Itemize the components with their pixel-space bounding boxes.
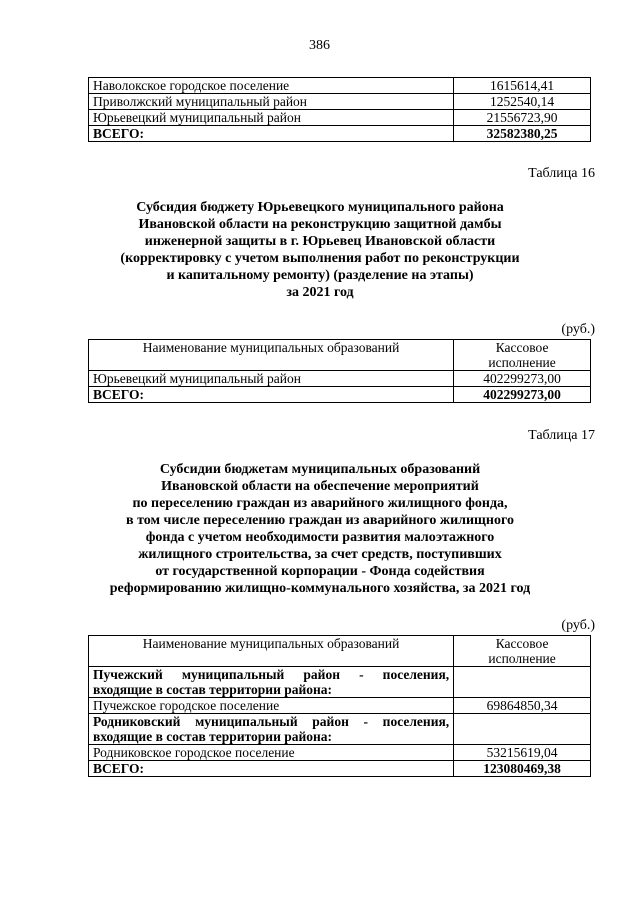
header-value [454,636,591,667]
group-name [89,667,454,698]
group-name [89,714,454,745]
row-name: Пучежское городское поселение [89,698,454,714]
group-line: входящие в состав территории района: [93,682,333,697]
title-line: фонда с учетом необходимости развития малоэтажного [145,530,495,545]
row-value: 402299273,00 [454,371,591,387]
header-name: Наименование муниципальных образований [89,636,454,667]
title-line: от государственной корпорации - Фонда содействия [155,564,485,579]
title-line: и капитальному ремонту) (разделение на этапы) [166,268,474,283]
row-name: Наволокское городское поселение [89,78,454,94]
group-value-empty [454,667,591,698]
row-value: 21556723,90 [454,110,591,126]
table-17-label: Таблица 17 [528,428,595,443]
total-row [89,126,591,142]
total-label: ВСЕГО: [89,126,454,142]
row-value: 1615614,41 [454,78,591,94]
table-16-label: Таблица 16 [528,166,595,181]
row-value: 69864850,34 [454,698,591,714]
title-line: Субсидия бюджету Юрьевецкого муниципального района [136,200,504,215]
title-line: жилищного строительства, за счет средств, поступивших [138,547,502,562]
header-value-line: Кассовое [495,636,549,651]
total-label: ВСЕГО: [89,387,454,403]
total-row [89,761,591,777]
total-row [89,387,591,403]
group-line: входящие в состав территории района: [93,729,333,744]
header-value-line: Кассовое [495,340,549,355]
table-row [89,698,591,714]
title-line: Ивановской области на реконструкцию защитной дамбы [138,217,502,232]
title-line: в том числе переселению граждан из аварийного жилищного [126,513,514,528]
table-row [89,110,591,126]
table-header [89,636,591,667]
title-line: (корректировку с учетом выполнения работ по реконструкции [120,251,520,266]
table-17 [88,635,591,777]
table-row [89,94,591,110]
table-17-title [60,461,580,597]
table-16-unit: (руб.) [561,322,595,337]
total-label: ВСЕГО: [89,761,454,777]
group-row [89,667,591,698]
total-value: 123080469,38 [454,761,591,777]
title-line: инженерной защиты в г. Юрьевец Ивановской области [144,234,496,249]
page-number: 386 [309,38,330,53]
header-name: Наименование муниципальных образований [89,340,454,371]
table-16 [88,339,591,403]
title-line: реформированию жилищно-коммунального хозяйства, за 2021 год [109,581,531,596]
row-name: Приволжский муниципальный район [89,94,454,110]
row-value: 53215619,04 [454,745,591,761]
table-17-unit: (руб.) [561,618,595,633]
group-row [89,714,591,745]
table-row [89,745,591,761]
table-15-tail [88,77,591,142]
table-row [89,371,591,387]
group-value-empty [454,714,591,745]
table-row [89,78,591,94]
row-name: Юрьевецкий муниципальный район [89,110,454,126]
table-16-title [60,199,580,301]
row-name: Родниковское городское поселение [89,745,454,761]
total-value: 32582380,25 [454,126,591,142]
total-value: 402299273,00 [454,387,591,403]
group-line: Родниковский муниципальный район - поселения, [93,714,450,729]
title-line: Ивановской области на обеспечение мероприятий [161,479,479,494]
header-value-line: исполнение [488,651,556,666]
row-value: 1252540,14 [454,94,591,110]
title-line: за 2021 год [286,285,354,300]
row-name: Юрьевецкий муниципальный район [89,371,454,387]
title-line: Субсидии бюджетам муниципальных образований [159,462,481,477]
header-value [454,340,591,371]
header-value-line: исполнение [488,355,556,370]
group-line: Пучежский муниципальный район - поселения, [93,667,450,682]
title-line: по переселению граждан из аварийного жилищного фонда, [132,496,508,511]
table-header [89,340,591,371]
